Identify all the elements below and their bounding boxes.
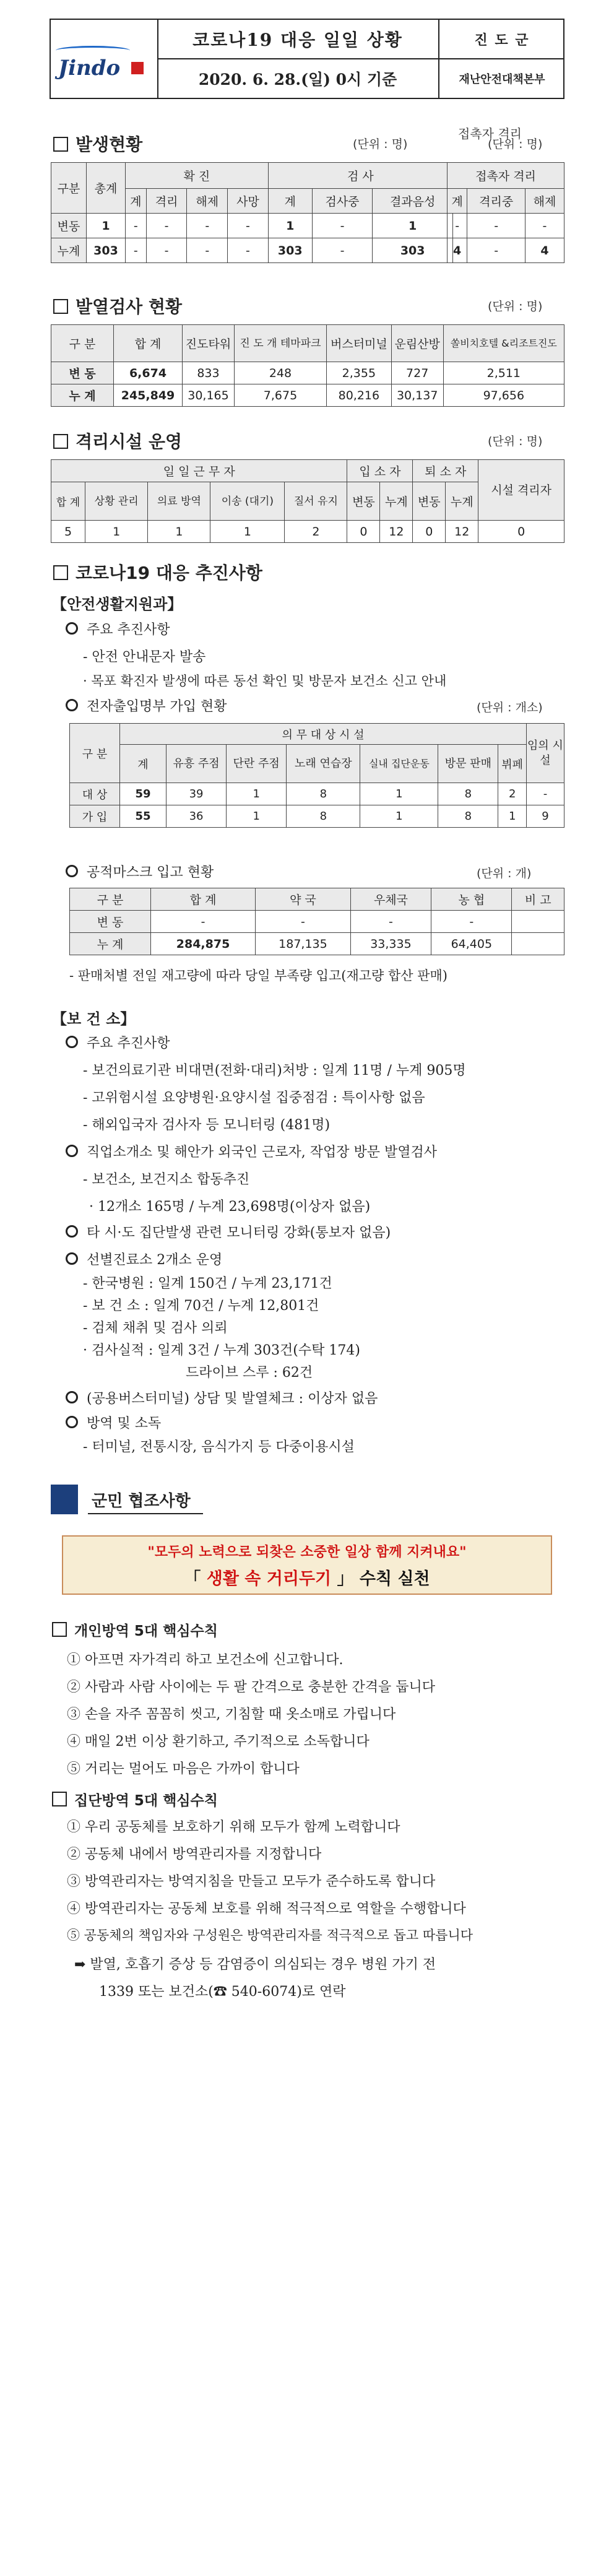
clinic: 선별진료소 2개소 운영 — [66, 1249, 222, 1268]
cell: 8 — [438, 783, 498, 805]
cell — [512, 933, 564, 955]
cell: - — [525, 214, 564, 238]
clinic-line-3: - 검체 채취 및 검사 의뢰 — [83, 1321, 228, 1336]
entry-sub: 유흥 주점 — [166, 745, 227, 783]
health-line-3: - 해외입국자 검사자 등 모니터링 (481명) — [83, 1117, 331, 1133]
cell: 4 — [525, 238, 564, 263]
cell: - — [527, 783, 564, 805]
cell: - — [467, 238, 525, 263]
quarantine-unit: (단위 : 명) — [488, 435, 543, 448]
fever-unit: (단위 : 명) — [488, 300, 543, 313]
fever-h-unrim: 운림산방 — [391, 325, 443, 362]
q-sub: 상황 관리 — [85, 482, 148, 521]
cell: 727 — [391, 362, 443, 384]
quarantine-table — [51, 459, 564, 543]
report-title: 코로나19 대응 일일 상황 — [192, 30, 403, 50]
clinic-line-1: - 한국병원 : 일계 150건 / 누계 23,171건 — [83, 1276, 332, 1291]
safety-line-2: · 목포 확진자 발생에 따른 동선 확인 및 방문자 보건소 신고 안내 — [83, 674, 447, 688]
occurrence-title: 발생현황 — [53, 131, 142, 156]
entry-title: 전자출입명부 가입 현황 — [66, 696, 227, 715]
cell: - — [146, 238, 187, 263]
bus-terminal: (공용버스터미널) 상담 및 발열체크 : 이상자 없음 — [66, 1388, 378, 1407]
cell: 33,335 — [350, 933, 431, 955]
fever-h-total: 합 계 — [114, 325, 183, 362]
cell: 80,216 — [327, 384, 392, 407]
row-label: 가 입 — [70, 805, 120, 828]
row-label: 변동 — [51, 214, 87, 238]
symptom-line-2: 1339 또는 보건소(☎ 540-6074)로 연락 — [99, 1984, 346, 2000]
clinic-line-2: - 보 건 소 : 일계 70건 / 누계 12,801건 — [83, 1298, 319, 1314]
personal-title: 개인방역 5대 핵심수칙 — [52, 1620, 218, 1640]
report-date: 2020. 6. 28.(일) 0시 기준 — [198, 71, 397, 89]
cell: 2,355 — [327, 362, 392, 384]
entry-sub: 방문 판매 — [438, 745, 498, 783]
q-h-staff: 일 일 근 무 자 — [51, 460, 347, 482]
group-title: 집단방역 5대 핵심수칙 — [52, 1789, 218, 1810]
mask-h: 우체국 — [350, 888, 431, 911]
cell: 30,137 — [391, 384, 443, 407]
cell: 6,674 — [114, 362, 183, 384]
fever-title: 발열검사 현황 — [53, 293, 182, 318]
clinic-line-5: 드라이브 스루 : 62건 — [186, 1365, 313, 1381]
banner-line-2: 「 생활 속 거리두기 」 수칙 실천 — [184, 1569, 430, 1589]
contact-sub-released: 해제 — [525, 189, 564, 214]
row-label: 누 계 — [51, 384, 114, 407]
row-label: 대 상 — [70, 783, 120, 805]
group-rule-3: ③ 방역관리자는 방역지침을 만들고 모두가 준수하도록 합니다 — [67, 1874, 436, 1889]
entry-table — [69, 723, 564, 828]
q-sub: 합 계 — [51, 482, 85, 521]
org-name: 진 도 군 — [474, 32, 530, 48]
contact-header: 접촉자 격리 — [448, 163, 564, 189]
entry-h-optional: 임의 시설 — [527, 724, 564, 783]
cell: 0 — [478, 521, 564, 543]
q-sub: 의료 방역 — [148, 482, 210, 521]
health-header: 【보 건 소】 — [52, 1010, 136, 1028]
cell: - — [228, 238, 269, 263]
cell: 2 — [285, 521, 347, 543]
contact-sub-total: 계 — [448, 189, 467, 214]
cell: 303 — [87, 238, 126, 263]
fever-h-terminal: 버스터미널 — [327, 325, 392, 362]
fever-h-gubun: 구 분 — [51, 325, 114, 362]
cell: 1 — [373, 214, 453, 238]
mask-title: 공적마스크 입고 현황 — [66, 862, 214, 881]
safety-line-1: - 안전 안내문자 발송 — [83, 649, 206, 665]
section-marker — [51, 1485, 78, 1514]
q-sub: 누계 — [380, 482, 413, 521]
row-label: 변 동 — [51, 362, 114, 384]
cell: 303 — [268, 238, 312, 263]
cell: 833 — [183, 362, 235, 384]
cell: 8 — [287, 783, 360, 805]
contact-title: 접촉자 격리 — [458, 126, 522, 141]
cell: 8 — [287, 805, 360, 828]
q-sub: 변동 — [347, 482, 380, 521]
sub-testing: 검사중 — [312, 189, 373, 214]
cooperation-title: 군민 협조사항 — [92, 1492, 191, 1511]
cell: 2,511 — [443, 362, 564, 384]
cell: 1 — [498, 805, 527, 828]
cell: - — [126, 238, 147, 263]
q-sub: 질서 유지 — [285, 482, 347, 521]
health-main-tasks: 주요 추진사항 — [66, 1033, 170, 1052]
cell: 1 — [227, 783, 287, 805]
disinfection-line-1: - 터미널, 전통시장, 음식가지 등 다중이용시설 — [83, 1439, 355, 1455]
q-h-facility: 시설 격리자 — [478, 460, 564, 521]
cell: - — [151, 911, 256, 933]
cell: 7,675 — [234, 384, 326, 407]
health-line-2: - 고위험시설 요양병원·요양시설 집중점검 : 특이사항 없음 — [83, 1090, 425, 1106]
cell: - — [431, 911, 512, 933]
q-sub: 이송 (대기) — [210, 482, 285, 521]
cell: - — [312, 238, 373, 263]
h-gubun: 구분 — [51, 163, 87, 214]
safety-main-tasks: 주요 추진사항 — [66, 619, 170, 638]
campaign-banner — [62, 1535, 552, 1595]
mask-h: 농 협 — [431, 888, 512, 911]
q-h-in: 입 소 자 — [347, 460, 413, 482]
quarantine-title: 격리시설 운영 — [53, 428, 182, 453]
entry-sub: 노래 연습장 — [287, 745, 360, 783]
foreign-line-1: - 보건소, 보건지소 합동추진 — [83, 1172, 250, 1187]
group-rule-1: ① 우리 공동체를 보호하기 위해 모두가 함께 노력합니다 — [67, 1819, 400, 1835]
mask-unit: (단위 : 개) — [477, 867, 532, 880]
entry-h-gubun: 구 분 — [70, 724, 120, 783]
mask-h: 약 국 — [256, 888, 351, 911]
cell: - — [187, 238, 228, 263]
mask-h: 비 고 — [512, 888, 564, 911]
mask-h: 합 계 — [151, 888, 256, 911]
fever-h-themepark: 진 도 개 테마파크 — [234, 325, 326, 362]
row-label: 누계 — [51, 238, 87, 263]
cell: 248 — [234, 362, 326, 384]
cell: 1 — [227, 805, 287, 828]
sub-test-total: 계 — [268, 189, 312, 214]
cell: - — [467, 214, 525, 238]
cell: - — [448, 214, 467, 238]
jindo-logo — [51, 20, 158, 98]
cell: 1 — [360, 805, 438, 828]
safety-header: 【안전생활지원과】 — [52, 595, 183, 613]
group-rule-2: ② 공동체 내에서 방역관리자를 지정합니다 — [67, 1847, 322, 1862]
fever-h-tower: 진도타워 — [183, 325, 235, 362]
row-label: 누 계 — [70, 933, 151, 955]
q-sub: 누계 — [446, 482, 478, 521]
cell: - — [228, 214, 269, 238]
cell: 5 — [51, 521, 85, 543]
cell: 0 — [413, 521, 446, 543]
cell: 303 — [373, 238, 453, 263]
mask-h: 구 분 — [70, 888, 151, 911]
monitoring: 타 시·도 집단발생 관련 모니터링 강화(통보자 없음) — [66, 1222, 391, 1241]
contact-sub-isolating: 격리중 — [467, 189, 525, 214]
sub-confirmed-total: 계 — [126, 189, 147, 214]
h-confirmed: 확 진 — [126, 163, 269, 189]
entry-sub: 단란 주점 — [227, 745, 287, 783]
cell: 8 — [438, 805, 498, 828]
occurrence-table — [51, 162, 453, 263]
mask-table — [69, 888, 564, 955]
cell: 1 — [85, 521, 148, 543]
mask-note: - 판매처별 전일 재고량에 따라 당일 부족량 입고(재고량 합산 판매) — [69, 968, 448, 983]
entry-unit: (단위 : 개소) — [477, 701, 543, 714]
cell: - — [126, 214, 147, 238]
cell: - — [350, 911, 431, 933]
row-label: 변 동 — [70, 911, 151, 933]
personal-rule-3: ③ 손을 자주 꼼꼼히 씻고, 기침할 때 옷소매로 가립니다 — [67, 1707, 396, 1722]
entry-h-target: 의 무 대 상 시 설 — [120, 724, 527, 745]
cell: - — [312, 214, 373, 238]
symptom-line-1: ➡ 발열, 호흡기 증상 등 감염증이 의심되는 경우 병원 가기 전 — [74, 1957, 436, 1972]
cell: - — [146, 214, 187, 238]
sub-negative: 결과음성 — [373, 189, 453, 214]
cell: 187,135 — [256, 933, 351, 955]
entry-sub: 실내 집단운동 — [360, 745, 438, 783]
cell: 1 — [210, 521, 285, 543]
logo-text: Jindo — [58, 56, 121, 80]
cell: 30,165 — [183, 384, 235, 407]
health-line-1: - 보건의료기관 비대면(전화·대리)처방 : 일계 11명 / 누계 905명 — [83, 1063, 466, 1078]
cell: 64,405 — [431, 933, 512, 955]
report-header — [50, 19, 564, 99]
personal-rule-5: ⑤ 거리는 멀어도 마음은 가까이 합니다 — [67, 1761, 300, 1777]
cell: 39 — [166, 783, 227, 805]
group-rule-5: ⑤ 공동체의 책임자와 구성원은 방역관리자를 적극적으로 돕고 따릅니다 — [67, 1928, 473, 1943]
contact-table — [447, 162, 564, 263]
q-sub: 변동 — [413, 482, 446, 521]
personal-rule-4: ④ 매일 2번 이상 환기하고, 주기적으로 소독합니다 — [67, 1734, 370, 1750]
entry-sub: 뷔페 — [498, 745, 527, 783]
cell: 12 — [380, 521, 413, 543]
cell: - — [256, 911, 351, 933]
dept-name: 재난안전대책본부 — [459, 73, 545, 86]
cell: 1 — [268, 214, 312, 238]
cell — [512, 911, 564, 933]
cell: 1 — [360, 783, 438, 805]
cell: 245,849 — [114, 384, 183, 407]
personal-rule-1: ① 아프면 자가격리 하고 보건소에 신고합니다. — [67, 1652, 344, 1668]
cooperation-section-header — [51, 1485, 236, 1514]
cell: 0 — [347, 521, 380, 543]
disinfection: 방역 및 소독 — [66, 1413, 161, 1432]
cell: 284,875 — [151, 933, 256, 955]
cell: 97,656 — [443, 384, 564, 407]
clinic-line-4: · 검사실적 : 일계 3건 / 누계 303건(수탁 174) — [83, 1343, 360, 1358]
entry-sub: 계 — [120, 745, 166, 783]
cell: 59 — [120, 783, 166, 805]
sub-released: 해제 — [187, 189, 228, 214]
fever-h-solbeach: 쏠비치호텔 &리조트진도 — [443, 325, 564, 362]
cell: 2 — [498, 783, 527, 805]
q-h-out: 퇴 소 자 — [413, 460, 478, 482]
cell: 36 — [166, 805, 227, 828]
banner-line-1: "모두의 노력으로 되찾은 소중한 일상 함께 지켜내요" — [147, 1544, 467, 1560]
banner-emphasis: 생활 속 거리두기 — [206, 1569, 332, 1589]
sub-death: 사망 — [228, 189, 269, 214]
cell: 12 — [446, 521, 478, 543]
foreign-line-2: · 12개소 165명 / 누계 23,698명(이상자 없음) — [89, 1199, 371, 1215]
fever-table — [51, 324, 564, 407]
cell: 1 — [148, 521, 210, 543]
foreign-workers: 직업소개소 및 해안가 외국인 근로자, 작업장 방문 발열검사 — [66, 1142, 437, 1161]
personal-rule-2: ② 사람과 사람 사이에는 두 팔 간격으로 충분한 간격을 둡니다 — [67, 1680, 435, 1695]
h-test: 검 사 — [268, 163, 452, 189]
cell: 4 — [448, 238, 467, 263]
cell: 55 — [120, 805, 166, 828]
cell: 1 — [87, 214, 126, 238]
cell: - — [187, 214, 228, 238]
sub-isolation: 격리 — [146, 189, 187, 214]
h-total: 총계 — [87, 163, 126, 214]
contact-unit: (단위 : 명) — [488, 137, 543, 151]
group-rule-4: ④ 방역관리자는 공동체 보호를 위해 적극적으로 역할을 수행합니다 — [67, 1901, 466, 1917]
response-title: 코로나19 대응 추진사항 — [53, 560, 262, 584]
occurrence-unit: (단위 : 명) — [353, 137, 408, 151]
cell: 9 — [527, 805, 564, 828]
